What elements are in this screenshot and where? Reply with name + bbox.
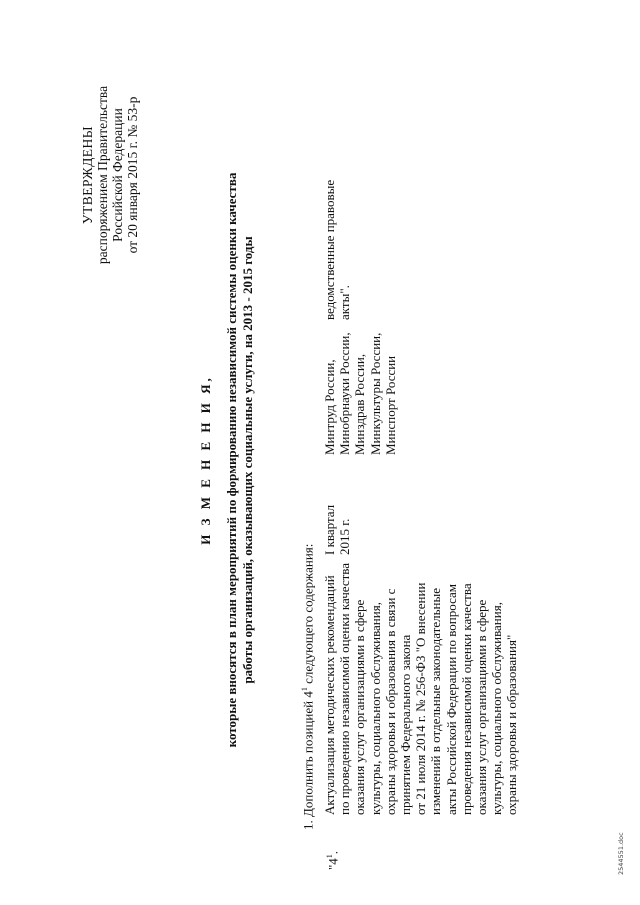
description-line: охраны здоровья и образования в связи с <box>382 588 398 815</box>
description-line: культуры, социального обслуживания, <box>489 602 505 815</box>
position-number-suffix: . <box>325 850 341 855</box>
description-line: акты Российской Федерации по вопросам <box>443 583 459 815</box>
position-number-main: "4 <box>325 858 341 870</box>
approval-line-1: распоряжением Правительства <box>95 85 110 265</box>
responsible-line: Минтруд России, <box>322 359 337 455</box>
intro-superscript: 1 <box>300 687 309 692</box>
approval-title: УТВЕРЖДЕНЫ <box>80 125 95 225</box>
responsible-line: Минкультуры России, <box>367 332 383 455</box>
approval-stamp <box>80 75 140 275</box>
responsible-line: Минспорт России <box>382 355 398 455</box>
intro-suffix: следующего содержания: <box>300 543 316 688</box>
description-line: охраны здоровья и образования" <box>504 634 520 815</box>
description-line: культуры, социального обслуживания, <box>367 602 383 815</box>
position-responsible <box>322 325 398 455</box>
document-heading <box>198 95 256 825</box>
description-line: от 21 июля 2014 г. № 256-ФЗ "О внесении <box>413 582 429 815</box>
term-line: I квартал <box>322 504 337 555</box>
description-line: изменений в отдельные законодательные <box>428 587 444 815</box>
document-id: 2544551.doc <box>617 832 625 875</box>
position-term <box>322 480 352 555</box>
description-line: проведения независимой оценки качества <box>458 583 474 815</box>
result-line: ведомственные правовые <box>322 179 337 320</box>
description-line: оказания услуг организациями в сфере <box>352 599 368 815</box>
heading-line-1: которые вносятся в план мероприятий по формированию независимой системы оценки качества <box>224 172 239 748</box>
description-line: Актуализация методических рекомендаций <box>322 575 337 815</box>
result-line: акты". <box>337 285 353 320</box>
approval-line-3: от 20 января 2015 г. № 53-р <box>125 96 140 254</box>
description-line: оказания услуг организациями в сфере <box>474 599 490 815</box>
description-line: принятием Федерального закона <box>398 634 414 815</box>
intro-paragraph <box>297 544 315 830</box>
intro-prefix: 1. Дополнить позицией 4 <box>300 691 316 830</box>
responsible-line: Минздрав России, <box>352 353 368 455</box>
position-result <box>322 170 352 320</box>
heading-line-2: работы организаций, оказывающих социальные услуги, на 2013 - 2015 годы <box>240 236 255 684</box>
responsible-line: Минобрнауки России, <box>337 332 353 455</box>
position-number-sup: 1 <box>325 854 334 859</box>
heading-title: И З М Е Н Е Н И Я, <box>198 375 213 545</box>
description-line: по проведению независимой оценки качества <box>337 562 353 815</box>
position-number <box>322 851 341 870</box>
approval-line-2: Российской Федерации <box>110 108 125 242</box>
term-line: 2015 г. <box>337 518 353 555</box>
position-description <box>322 562 520 815</box>
